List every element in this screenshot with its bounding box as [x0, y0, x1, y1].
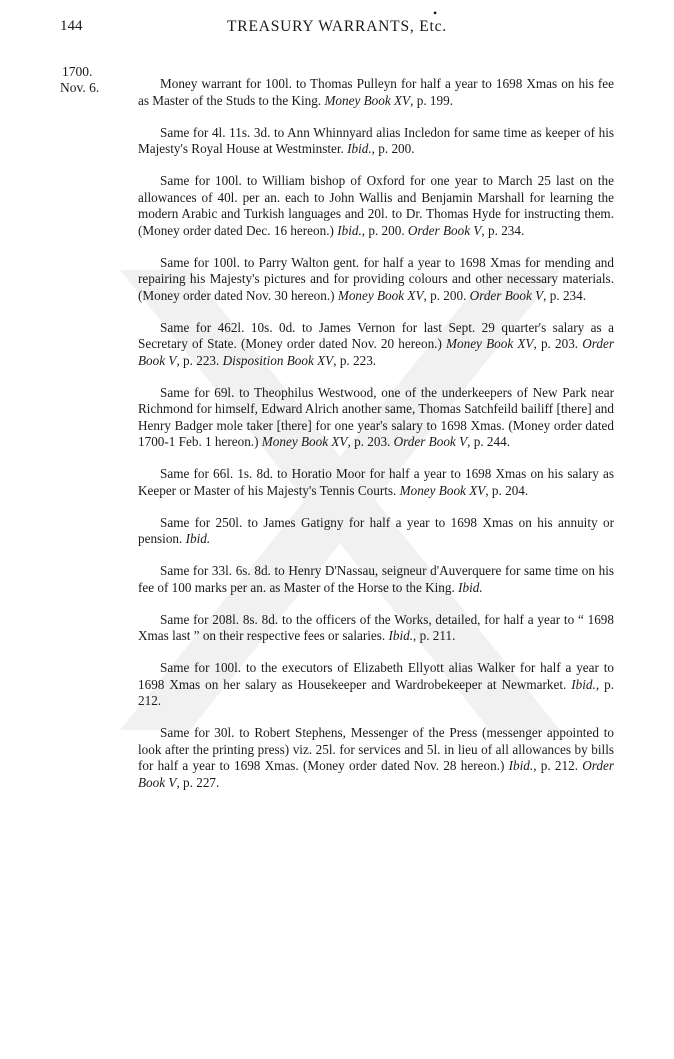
- entry-text: Same for 30l. to Robert Stephens, Messenger of the Press (messenger appointed to look after the printing press) viz. 25l. for services and 5l. in lieu of all allowances by bills for half a year to 1698 Xmas. (Money order dated Nov. 28 hereon.): [138, 725, 614, 773]
- page-reference: , p. 234.: [543, 287, 587, 303]
- warrant-entry: [138, 76, 614, 109]
- source-reference: Ibid.: [458, 579, 483, 595]
- warrant-entry: [138, 725, 614, 791]
- entry-text: Same for 462l. 10s. 0d. to James Vernon for last Sept. 29 quarter's salary as a Secretary of State. (Money order dated Nov. 20 hereon.): [138, 319, 614, 351]
- entry-text: Same for 66l. 1s. 8d. to Horatio Moor for half a year to 1698 Xmas on his salary as Keeper or Master of his Majesty's Tennis Courts.: [138, 466, 614, 498]
- warrant-entry: [138, 255, 614, 305]
- source-reference: Money Book XV: [399, 482, 486, 498]
- entry-text: Same for 100l. to William bishop of Oxford for one year to March 25 last on the allowances of 40l. per an. each to John Wallis and Benjamin Marshall for learning the modern Arabic and Turkish languages and 20l. to Dr. Thomas Hyde for instructing them. (Money order dated Dec. 16 hereon.): [138, 173, 614, 238]
- warrant-entry: [138, 612, 614, 645]
- page-reference: , p. 200.: [423, 287, 470, 303]
- page-reference: , p. 223.: [176, 352, 223, 368]
- entry-text: Same for 100l. to the executors of Elizabeth Ellyott alias Walker for half a year to 1698 Xmas on her salary as Housekeeper and Wardrobekeeper at Newmarket.: [138, 660, 614, 692]
- margin-date: Nov. 6.: [60, 80, 100, 95]
- page-number: 144: [60, 18, 83, 34]
- warrant-entry: [138, 125, 614, 158]
- source-reference: Order Book V: [138, 336, 614, 368]
- page-reference: , p. 227.: [176, 774, 220, 790]
- entry-text: Same for 208l. 8s. 8d. to the officers of the Works, detailed, for half a year to “ 1698 Xmas last ” on their respective fees or salaries.: [138, 611, 614, 643]
- source-reference: Money Book XV: [337, 287, 424, 303]
- page-reference: , p. 200.: [371, 141, 415, 156]
- page-reference: , p. 199.: [410, 92, 453, 108]
- warrant-entry: [138, 320, 614, 370]
- source-reference: Order Book V: [469, 287, 544, 303]
- warrant-entry: [138, 466, 614, 499]
- warrant-entry: [138, 515, 614, 548]
- page-reference: , p. 204.: [485, 482, 529, 498]
- source-reference: Ibid.: [508, 758, 534, 773]
- source-reference: Disposition Book XV: [222, 352, 334, 368]
- entry-text: Same for 100l. to Parry Walton gent. for half a year to 1698 Xmas for mending and repairing his Majesty's pictures and for providing colours and other necessary materials. (Money order dated Nov. 30 hereon.): [138, 254, 614, 303]
- entry-text: Money warrant for 100l. to Thomas Pulleyn for half a year to 1698 Xmas on his fee as Master of the Studs to the King.: [138, 76, 614, 108]
- page-reference: , p. 244.: [467, 434, 510, 449]
- page-reference: , p. 200.: [361, 222, 408, 238]
- entry-text: Same for 250l. to James Gatigny for half a year to 1698 Xmas on his annuity or pension.: [138, 514, 614, 546]
- source-reference: Ibid.: [337, 222, 362, 238]
- page-header: [0, 6, 674, 46]
- page-reference: , p. 211.: [413, 628, 456, 643]
- entry-text: Same for 33l. 6s. 8d. to Henry D'Nassau, seigneur d'Auverquere for same time on his fee of 100 marks per an. as Master of the Horse to the King.: [138, 563, 614, 595]
- page-reference: , p. 223.: [333, 352, 377, 368]
- source-reference: Order Book V: [393, 434, 468, 449]
- source-reference: Ibid.: [347, 141, 372, 156]
- warrant-entry: [138, 660, 614, 710]
- source-reference: Ibid.: [185, 531, 211, 546]
- page-reference: , p. 212.: [533, 758, 583, 773]
- entry-list: [138, 76, 614, 807]
- page-reference: , p. 203.: [533, 336, 583, 351]
- margin-year: 1700.: [62, 64, 93, 79]
- warrant-entry: [138, 385, 614, 451]
- source-reference: Money Book XV: [446, 336, 534, 351]
- warrant-entry: [138, 173, 614, 239]
- source-reference: Order Book V: [138, 758, 615, 790]
- page-reference: , p. 234.: [481, 222, 525, 238]
- ink-dot: •: [433, 6, 438, 20]
- source-reference: Ibid.: [571, 676, 596, 692]
- page-reference: , p. 203.: [347, 434, 394, 449]
- entry-text: Same for 4l. 11s. 3d. to Ann Whinnyard alias Incledon for same time as keeper of his Majesty's Royal House at Westminster.: [138, 124, 614, 156]
- source-reference: Money Book XV: [261, 434, 348, 449]
- source-reference: Order Book V: [407, 222, 482, 238]
- page-reference: , p. 212.: [138, 676, 615, 708]
- warrant-entry: [138, 563, 614, 596]
- entry-text: Same for 69l. to Theophilus Westwood, one of the underkeepers of New Park near Richmond for himself, Edward Alrich another same, Thomas Satchfeild bailiff [there] and Henry Badger mole taker [there] for one year's salary to 1698 Xmas. (Money order dated 1700-1 Feb. 1 hereon.): [138, 384, 614, 449]
- running-head: TREASURY WARRANTS, Etc.: [227, 18, 447, 35]
- source-reference: Money Book XV: [324, 92, 411, 108]
- source-reference: Ibid.: [388, 628, 414, 643]
